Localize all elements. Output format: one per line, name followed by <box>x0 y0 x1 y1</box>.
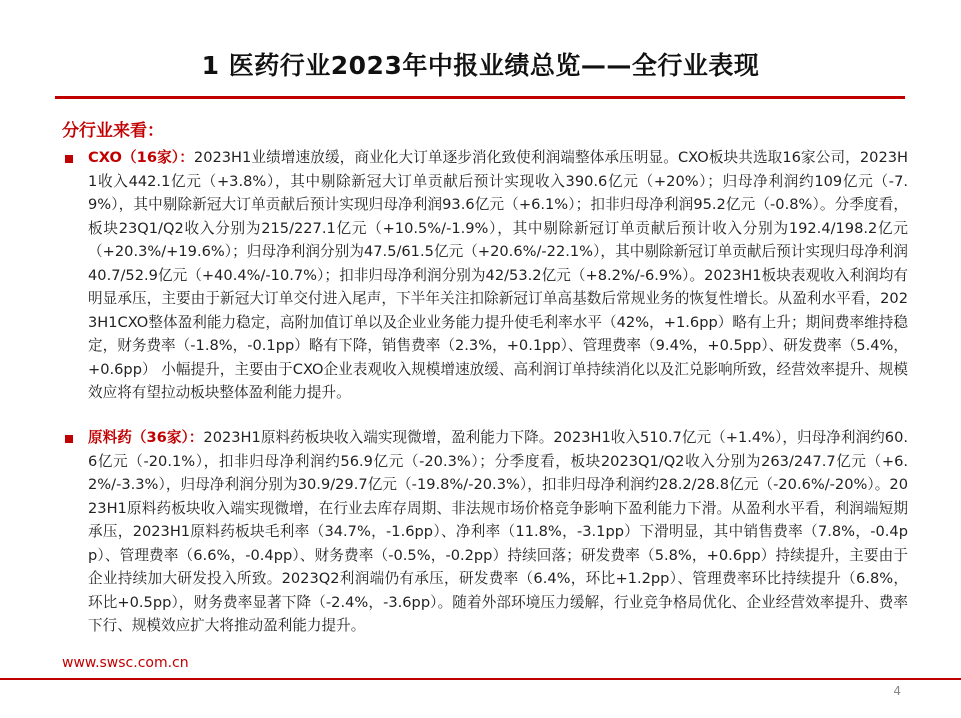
paragraph-lead-cxo: CXO（16家）： <box>88 149 194 166</box>
title-divider <box>55 96 905 99</box>
square-bullet-icon <box>65 435 73 443</box>
paragraph-cxo <box>88 146 908 405</box>
paragraph-text-api: 2023H1原料药板块收入端实现微增，盈利能力下降。2023H1收入510.7亿元（+1.4%），归母净利润约60.6亿元（-20.1%），扣非归母净利润约56.9亿元（-20.3%）；分季度看，板块2023Q1/Q2收入分别为263/247.7亿元（+6.2%/-3.3%），归母净利润分别为30.9/29.7亿元（-19.8%/-20.3%），扣非归母净利润约28.2/28.8亿元（-20.6%/-20%）。2023H1原料药板块收入端实现微增，在行业去库存周期、非法规市场价格竞争影响下盈利能力下滑。从盈利水平看，利润端短期承压，2023H1原料药板块毛利率（34.7%，-1.6pp）、净利率（11.8%，-3.1pp）下滑明显，其中销售费率（7.8%，-0.4pp）、管理费率（6.6%，-0.4pp）、财务费率（-0.5%，-0.2pp）持续回落；研发费率（5.8%，+0.6pp）持续提升，主要由于企业持续加大研发投入所致。2023Q2利润端仍有承压，研发费率（6.4%，环比+1.2pp）、管理费率环比持续提升（6.8%，环比+0.5pp），财务费率显著下降（-2.4%，-3.6pp）。随着外部环境压力缓解，行业竞争格局优化、企业经营效率提升、费率下行、规模效应扩大将推动盈利能力提升。 <box>88 429 908 634</box>
section-heading: 分行业来看： <box>62 121 164 141</box>
page-number: 4 <box>893 684 901 698</box>
footer-website: www.swsc.com.cn <box>62 655 189 671</box>
paragraph-api <box>88 426 908 638</box>
paragraph-lead-api: 原料药（36家）： <box>88 429 204 446</box>
square-bullet-icon <box>65 155 73 163</box>
paragraph-text-cxo: 2023H1业绩增速放缓，商业化大订单逐步消化致使利润端整体承压明显。CXO板块共选取16家公司，2023H1收入442.1亿元（+3.8%），其中剔除新冠大订单贡献后预计实现收入390.6亿元（+20%）；归母净利润约109亿元（-7.9%），其中剔除新冠大订单贡献后预计实现归母净利润93.6亿元（+6.1%）；扣非归母净利润95.2亿元（-0.8%）。分季度看，板块23Q1/Q2收入分别为215/227.1亿元（+10.5%/-1.9%），其中剔除新冠订单贡献后预计收入分别为192.4/198.2亿元（+20.3%/+19.6%）；归母净利润分别为47.5/61.5亿元（+20.6%/-22.1%），其中剔除新冠订单贡献后预计实现归母净利润40.7/52.9亿元（+40.4%/-10.7%）；扣非归母净利润分别为42/53.2亿元（+8.2%/-6.9%）。2023H1板块表观收入利润均有明显承压，主要由于新冠大订单交付进入尾声，下半年关注扣除新冠订单高基数后常规业务的恢复性增长。从盈利水平看，2023H1CXO整体盈利能力稳定，高附加值订单以及企业业务能力提升使毛利率水平（42%，+1.6pp）略有上升；期间费率维持稳定，财务费率（-1.8%，-0.1pp）略有下降，销售费率（2.3%，+0.1pp）、管理费率（9.4%，+0.5pp）、研发费率（5.4%，+0.6pp） 小幅提升，主要由于CXO企业表观收入规模增速放缓、高利润订单持续消化以及汇兑影响所致，经营效率提升、规模效应将有望拉动板块整体盈利能力提升。 <box>88 149 908 401</box>
slide-title: 1 医药行业2023年中报业绩总览——全行业表现 <box>201 51 760 80</box>
footer-divider <box>0 678 961 680</box>
